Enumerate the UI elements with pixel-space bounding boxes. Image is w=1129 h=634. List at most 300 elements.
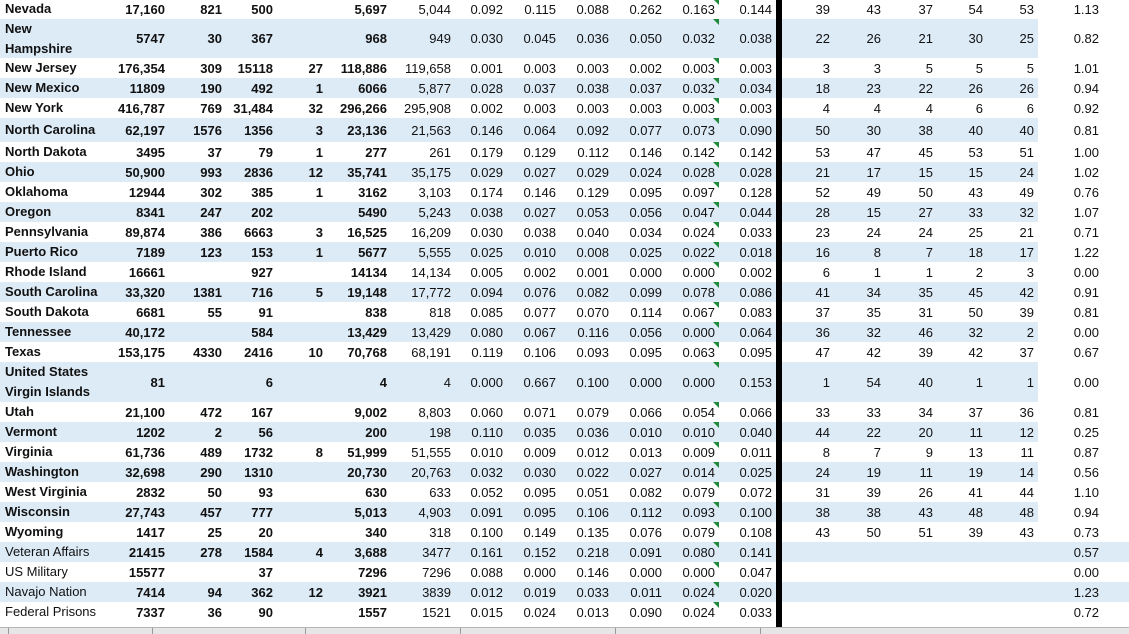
deaths-cell[interactable]: 25 [207, 524, 222, 540]
rank-cell[interactable] [834, 582, 885, 602]
rank-cell[interactable]: 6 [1026, 100, 1034, 116]
rate-cell[interactable]: 0.082 [629, 484, 662, 500]
rank-cell[interactable]: 21 [815, 164, 830, 180]
rank-cell[interactable]: 34 [918, 404, 933, 420]
rate-cell[interactable]: 0.080 [470, 324, 503, 340]
rate-cell[interactable]: 0.106 [576, 504, 609, 520]
rate-cell[interactable]: 0.052 [470, 484, 503, 500]
rate-cell[interactable]: 0.146 [523, 184, 556, 200]
rate-cell[interactable]: 0.095 [523, 504, 556, 520]
rank-cell[interactable]: 48 [1019, 504, 1034, 520]
rate-cell[interactable]: 0.112 [630, 504, 662, 520]
rate-cell[interactable]: 0.149 [523, 524, 556, 540]
value-cell-2[interactable]: 21,563 [411, 122, 451, 138]
average-rate-cell[interactable]: 0.142 [739, 144, 772, 160]
rank-cell[interactable]: 53 [1019, 1, 1034, 17]
rate-cell[interactable]: 0.024 [523, 604, 556, 620]
rate-cell[interactable]: 0.000 [523, 564, 556, 580]
value-cell[interactable]: 118,886 [340, 60, 387, 76]
rank-cell[interactable]: 52 [815, 184, 830, 200]
rank-cell[interactable] [987, 582, 1038, 602]
state-name-cell[interactable]: Ohio [5, 164, 35, 179]
average-rate-cell[interactable]: 0.044 [739, 204, 772, 220]
rank-cell[interactable] [885, 582, 937, 602]
total-cases-cell[interactable]: 61,736 [125, 444, 165, 460]
rank-cell[interactable]: 4 [925, 100, 933, 116]
rate-cell[interactable]: 0.146 [470, 122, 503, 138]
count-cell[interactable]: 2416 [244, 344, 273, 360]
rank-cell[interactable]: 37 [815, 304, 830, 320]
extra-count-cell[interactable]: 4 [315, 544, 323, 560]
rate-cell[interactable]: 0.088 [576, 1, 609, 17]
deaths-cell[interactable] [169, 562, 226, 582]
count-cell[interactable]: 1310 [244, 464, 273, 480]
rate-cell[interactable]: 0.095 [629, 344, 662, 360]
extra-count-cell[interactable]: 3 [315, 122, 323, 138]
deaths-cell[interactable]: 4330 [193, 344, 222, 360]
value-cell[interactable]: 5,697 [354, 1, 387, 17]
rank-cell[interactable]: 3 [873, 60, 881, 76]
rate-cell[interactable]: 0.091 [629, 544, 662, 560]
state-name-cell[interactable]: North Dakota [5, 144, 87, 159]
rate-cell[interactable]: 0.116 [577, 324, 609, 340]
rate-cell[interactable]: 0.010 [470, 444, 503, 460]
deaths-cell[interactable] [169, 322, 226, 342]
average-rate-cell[interactable]: 0.025 [739, 464, 772, 480]
rank-cell[interactable]: 50 [815, 122, 830, 138]
ratio-cell[interactable]: 1.22 [1073, 244, 1099, 260]
count-cell[interactable]: 2836 [244, 164, 273, 180]
rank-cell[interactable]: 54 [968, 1, 983, 17]
ratio-cell[interactable]: 0.94 [1073, 504, 1099, 520]
rate-cell[interactable]: 0.079 [682, 524, 715, 540]
rate-cell[interactable]: 0.079 [576, 404, 609, 420]
rate-cell[interactable]: 0.218 [576, 544, 609, 560]
total-cases-cell[interactable]: 6681 [136, 304, 165, 320]
rank-cell[interactable]: 40 [1019, 122, 1034, 138]
value-cell[interactable]: 6066 [358, 80, 387, 96]
value-cell-2[interactable]: 7296 [422, 564, 451, 580]
total-cases-cell[interactable]: 11809 [129, 80, 165, 96]
value-cell[interactable]: 5490 [358, 204, 387, 220]
sheet-tab[interactable]: ... [760, 628, 907, 634]
rate-cell[interactable]: 0.029 [576, 164, 609, 180]
value-cell[interactable]: 19,148 [347, 284, 387, 300]
state-name-cell[interactable]: Washington [5, 464, 79, 479]
average-rate-cell[interactable]: 0.090 [739, 122, 772, 138]
deaths-cell[interactable]: 457 [200, 504, 222, 520]
rate-cell[interactable]: 0.001 [470, 60, 503, 76]
rank-cell[interactable]: 36 [1019, 404, 1034, 420]
count-cell[interactable]: 90 [258, 604, 273, 620]
ratio-cell[interactable]: 0.82 [1073, 31, 1099, 46]
rank-cell[interactable]: 50 [866, 524, 881, 540]
rank-cell[interactable]: 40 [918, 374, 933, 390]
rank-cell[interactable]: 1 [1026, 374, 1034, 390]
rank-cell[interactable]: 24 [918, 224, 933, 240]
ratio-cell[interactable]: 0.57 [1073, 544, 1099, 560]
rate-cell[interactable]: 0.022 [682, 244, 715, 260]
value-cell[interactable]: 9,002 [354, 404, 387, 420]
rate-cell[interactable]: 0.000 [682, 324, 715, 340]
rate-cell[interactable]: 0.033 [576, 584, 609, 600]
rank-cell[interactable]: 51 [1019, 144, 1034, 160]
rate-cell[interactable]: 0.146 [629, 144, 662, 160]
rank-cell[interactable]: 38 [918, 122, 933, 138]
rank-cell[interactable]: 35 [918, 284, 933, 300]
rank-cell[interactable]: 43 [815, 524, 830, 540]
count-cell[interactable]: 153 [251, 244, 273, 260]
total-cases-cell[interactable]: 176,354 [118, 60, 165, 76]
extra-count-cell[interactable] [277, 202, 327, 222]
rank-cell[interactable]: 19 [968, 464, 983, 480]
state-name-cell[interactable]: South Carolina [5, 284, 98, 299]
total-cases-cell[interactable]: 16661 [128, 264, 165, 280]
extra-count-cell[interactable]: 12 [308, 584, 323, 600]
average-rate-cell[interactable]: 0.034 [739, 80, 772, 96]
rank-cell[interactable] [937, 562, 987, 582]
count-cell[interactable]: 492 [251, 80, 273, 96]
rank-cell[interactable]: 25 [968, 224, 983, 240]
total-cases-cell[interactable]: 15577 [128, 564, 165, 580]
rate-cell[interactable]: 0.028 [682, 164, 715, 180]
rank-cell[interactable]: 30 [866, 122, 881, 138]
rank-cell[interactable]: 47 [866, 144, 881, 160]
value-cell[interactable]: 16,525 [347, 224, 387, 240]
rate-cell[interactable]: 0.003 [576, 60, 609, 76]
total-cases-cell[interactable]: 7337 [136, 604, 165, 620]
count-cell[interactable]: 31,484 [233, 100, 273, 116]
value-cell-2[interactable]: 818 [429, 304, 451, 320]
rank-cell[interactable]: 42 [968, 344, 983, 360]
rate-cell[interactable]: 0.094 [470, 284, 503, 300]
rate-cell[interactable]: 0.064 [523, 122, 556, 138]
rate-cell[interactable]: 0.009 [523, 444, 556, 460]
count-cell[interactable]: 385 [251, 184, 273, 200]
total-cases-cell[interactable]: 7414 [136, 584, 165, 600]
ratio-cell[interactable]: 1.02 [1073, 164, 1099, 180]
rate-cell[interactable]: 0.010 [629, 424, 662, 440]
total-cases-cell[interactable]: 416,787 [118, 100, 165, 116]
rate-cell[interactable]: 0.014 [682, 464, 715, 480]
rank-cell[interactable]: 53 [968, 144, 983, 160]
state-name-cell[interactable]: Wyoming [5, 524, 64, 539]
total-cases-cell[interactable]: 89,874 [125, 224, 165, 240]
rate-cell[interactable]: 0.038 [523, 224, 556, 240]
extra-count-cell[interactable] [277, 522, 327, 542]
rate-cell[interactable]: 0.027 [629, 464, 662, 480]
rate-cell[interactable]: 0.092 [470, 1, 503, 17]
value-cell[interactable]: 51,999 [347, 444, 387, 460]
rank-cell[interactable]: 9 [925, 444, 933, 460]
count-cell[interactable]: 362 [251, 584, 273, 600]
count-cell[interactable]: 1732 [244, 444, 273, 460]
deaths-cell[interactable]: 309 [200, 60, 222, 76]
rank-cell[interactable]: 31 [918, 304, 933, 320]
rank-cell[interactable]: 26 [1019, 80, 1034, 96]
value-cell-2[interactable]: 35,175 [411, 164, 451, 180]
value-cell-2[interactable]: 5,555 [418, 244, 451, 260]
rate-cell[interactable]: 0.079 [682, 484, 715, 500]
rate-cell[interactable]: 0.003 [682, 100, 715, 116]
rate-cell[interactable]: 0.035 [523, 424, 556, 440]
extra-count-cell[interactable] [277, 302, 327, 322]
rate-cell[interactable]: 0.022 [576, 464, 609, 480]
deaths-cell[interactable]: 1576 [193, 122, 222, 138]
rank-cell[interactable]: 33 [815, 404, 830, 420]
total-cases-cell[interactable]: 81 [150, 374, 165, 390]
rank-cell[interactable]: 36 [815, 324, 830, 340]
total-cases-cell[interactable]: 40,172 [125, 324, 165, 340]
rate-cell[interactable]: 0.036 [576, 31, 609, 46]
ratio-cell[interactable]: 0.76 [1073, 184, 1099, 200]
sheet-tab[interactable]: ... [305, 628, 452, 634]
rank-cell[interactable]: 53 [815, 144, 830, 160]
rank-cell[interactable]: 24 [815, 464, 830, 480]
rate-cell[interactable]: 0.005 [470, 264, 503, 280]
rank-cell[interactable] [834, 542, 885, 562]
ratio-cell[interactable]: 0.56 [1073, 464, 1099, 480]
ratio-cell[interactable]: 0.71 [1073, 224, 1099, 240]
count-cell[interactable]: 91 [258, 304, 273, 320]
rate-cell[interactable]: 0.000 [682, 264, 715, 280]
rate-cell[interactable]: 0.002 [523, 264, 556, 280]
rank-cell[interactable]: 49 [866, 184, 881, 200]
rank-cell[interactable]: 43 [1019, 524, 1034, 540]
rank-cell[interactable]: 41 [815, 284, 830, 300]
rate-cell[interactable]: 0.010 [682, 424, 715, 440]
average-rate-cell[interactable]: 0.153 [739, 374, 772, 390]
extra-count-cell[interactable]: 3 [315, 224, 323, 240]
count-cell[interactable]: 20 [258, 524, 273, 540]
rank-cell[interactable]: 7 [925, 244, 933, 260]
average-rate-cell[interactable]: 0.128 [739, 184, 772, 200]
rate-cell[interactable]: 0.077 [629, 122, 662, 138]
rate-cell[interactable]: 0.027 [523, 204, 556, 220]
rank-cell[interactable]: 42 [1019, 284, 1034, 300]
average-rate-cell[interactable]: 0.086 [739, 284, 772, 300]
deaths-cell[interactable]: 36 [207, 604, 222, 620]
value-cell[interactable]: 20,730 [347, 464, 387, 480]
ratio-cell[interactable]: 0.72 [1073, 604, 1099, 620]
rate-cell[interactable]: 0.037 [523, 80, 556, 96]
value-cell[interactable]: 1557 [358, 604, 387, 620]
rank-cell[interactable]: 7 [873, 444, 881, 460]
rank-cell[interactable]: 43 [866, 1, 881, 17]
extra-count-cell[interactable]: 10 [308, 344, 323, 360]
ratio-cell[interactable]: 0.00 [1073, 564, 1099, 580]
extra-count-cell[interactable] [277, 402, 327, 422]
count-cell[interactable]: 716 [251, 284, 273, 300]
rank-cell[interactable]: 39 [1019, 304, 1034, 320]
rate-cell[interactable]: 0.025 [470, 244, 503, 260]
rate-cell[interactable]: 0.030 [470, 224, 503, 240]
rate-cell[interactable]: 0.002 [470, 100, 503, 116]
deaths-cell[interactable]: 1381 [193, 284, 222, 300]
rate-cell[interactable]: 0.078 [682, 284, 715, 300]
rank-cell[interactable] [937, 542, 987, 562]
rank-cell[interactable]: 5 [1026, 60, 1034, 76]
extra-count-cell[interactable]: 1 [315, 184, 323, 200]
value-cell[interactable]: 23,136 [347, 122, 387, 138]
rate-cell[interactable]: 0.028 [470, 80, 503, 96]
rank-cell[interactable]: 17 [866, 164, 881, 180]
state-name-cell[interactable]: Virginia [5, 444, 53, 459]
rank-cell[interactable]: 28 [815, 204, 830, 220]
rank-cell[interactable]: 39 [968, 524, 983, 540]
total-cases-cell[interactable]: 7189 [136, 244, 165, 260]
deaths-cell[interactable]: 489 [200, 444, 222, 460]
rank-cell[interactable]: 50 [968, 304, 983, 320]
rate-cell[interactable]: 0.152 [523, 544, 556, 560]
state-name-cell[interactable]: Tennessee [5, 324, 72, 339]
value-cell-2[interactable]: 3,103 [418, 184, 451, 200]
extra-count-cell[interactable]: 12 [308, 164, 323, 180]
state-name-cell[interactable]: Oklahoma [5, 184, 68, 199]
average-rate-cell[interactable]: 0.141 [739, 544, 772, 560]
rate-cell[interactable]: 0.032 [682, 80, 715, 96]
rank-cell[interactable]: 1 [925, 264, 933, 280]
rate-cell[interactable]: 0.073 [682, 122, 715, 138]
rank-cell[interactable]: 26 [918, 484, 933, 500]
value-cell[interactable]: 4 [379, 374, 387, 390]
deaths-cell[interactable]: 37 [207, 144, 222, 160]
rank-cell[interactable]: 25 [1019, 31, 1034, 46]
deaths-cell[interactable]: 302 [200, 184, 222, 200]
rate-cell[interactable]: 0.038 [470, 204, 503, 220]
rate-cell[interactable]: 0.076 [629, 524, 662, 540]
value-cell[interactable]: 630 [365, 484, 387, 500]
average-rate-cell[interactable]: 0.018 [739, 244, 772, 260]
value-cell[interactable]: 838 [365, 304, 387, 320]
rate-cell[interactable]: 0.056 [629, 204, 662, 220]
rate-cell[interactable]: 0.000 [629, 264, 662, 280]
rank-cell[interactable]: 24 [1019, 164, 1034, 180]
value-cell-2[interactable]: 633 [429, 484, 451, 500]
rate-cell[interactable]: 0.179 [470, 144, 503, 160]
state-name-cell[interactable]: US Military [5, 564, 68, 579]
rank-cell[interactable]: 12 [1019, 424, 1034, 440]
rank-cell[interactable]: 51 [918, 524, 933, 540]
rank-cell[interactable]: 54 [866, 374, 881, 390]
rank-cell[interactable]: 46 [918, 324, 933, 340]
rate-cell[interactable]: 0.093 [576, 344, 609, 360]
extra-count-cell[interactable]: 8 [315, 444, 323, 460]
rate-cell[interactable]: 0.085 [470, 304, 503, 320]
rate-cell[interactable]: 0.146 [576, 564, 609, 580]
rate-cell[interactable]: 0.003 [576, 100, 609, 116]
rate-cell[interactable]: 0.024 [682, 604, 715, 620]
ratio-cell[interactable]: 1.07 [1073, 204, 1099, 220]
value-cell-2[interactable]: 198 [429, 424, 451, 440]
rank-cell[interactable]: 23 [866, 80, 881, 96]
extra-count-cell[interactable]: 5 [315, 284, 323, 300]
rank-cell[interactable]: 38 [815, 504, 830, 520]
extra-count-cell[interactable] [277, 0, 327, 19]
rank-cell[interactable]: 47 [815, 344, 830, 360]
extra-count-cell[interactable] [277, 262, 327, 282]
rate-cell[interactable]: 0.129 [576, 184, 609, 200]
rank-cell[interactable]: 21 [1019, 224, 1034, 240]
total-cases-cell[interactable]: 32,698 [125, 464, 165, 480]
value-cell-2[interactable]: 20,763 [411, 464, 451, 480]
rate-cell[interactable]: 0.011 [630, 584, 662, 600]
extra-count-cell[interactable] [277, 502, 327, 522]
rank-cell[interactable]: 11 [919, 464, 933, 480]
value-cell-2[interactable]: 14,134 [411, 264, 451, 280]
value-cell-2[interactable]: 4 [443, 374, 451, 390]
ratio-cell[interactable]: 1.13 [1073, 1, 1099, 17]
average-rate-cell[interactable]: 0.064 [739, 324, 772, 340]
total-cases-cell[interactable]: 2832 [136, 484, 165, 500]
rate-cell[interactable]: 0.003 [523, 60, 556, 76]
value-cell[interactable]: 70,768 [347, 344, 387, 360]
rate-cell[interactable]: 0.066 [629, 404, 662, 420]
state-name-cell[interactable]: West Virginia [5, 484, 87, 499]
rank-cell[interactable]: 19 [866, 464, 881, 480]
ratio-cell[interactable]: 1.10 [1073, 484, 1099, 500]
rank-cell[interactable]: 14 [1019, 464, 1034, 480]
value-cell-2[interactable]: 949 [429, 31, 451, 46]
rank-cell[interactable]: 44 [1019, 484, 1034, 500]
rank-cell[interactable]: 34 [866, 284, 881, 300]
rank-cell[interactable]: 31 [815, 484, 830, 500]
rate-cell[interactable]: 0.032 [682, 31, 715, 46]
rank-cell[interactable]: 5 [925, 60, 933, 76]
value-cell-2[interactable]: 68,191 [411, 344, 451, 360]
extra-count-cell[interactable]: 1 [315, 244, 323, 260]
count-cell[interactable]: 167 [251, 404, 273, 420]
rate-cell[interactable]: 0.024 [629, 164, 662, 180]
extra-count-cell[interactable] [277, 19, 327, 58]
count-cell[interactable]: 15118 [237, 60, 273, 76]
rate-cell[interactable]: 0.036 [576, 424, 609, 440]
value-cell-2[interactable]: 16,209 [411, 224, 451, 240]
rate-cell[interactable]: 0.142 [682, 144, 715, 160]
value-cell[interactable]: 35,741 [347, 164, 387, 180]
state-name-cell[interactable]: Navajo Nation [5, 584, 87, 599]
rate-cell[interactable]: 0.025 [629, 244, 662, 260]
count-cell[interactable]: 500 [251, 1, 273, 17]
rank-cell[interactable]: 24 [866, 224, 881, 240]
extra-count-cell[interactable] [277, 602, 327, 622]
value-cell-2[interactable]: 5,044 [418, 1, 451, 17]
value-cell-2[interactable]: 4,903 [418, 504, 451, 520]
average-rate-cell[interactable]: 0.038 [739, 31, 772, 46]
rate-cell[interactable]: 0.001 [576, 264, 609, 280]
rate-cell[interactable]: 0.174 [470, 184, 503, 200]
average-rate-cell[interactable]: 0.011 [740, 444, 772, 460]
rank-cell[interactable]: 30 [968, 31, 983, 46]
rate-cell[interactable]: 0.667 [523, 374, 556, 390]
rate-cell[interactable]: 0.110 [471, 424, 503, 440]
state-name-cell[interactable]: New Jersey [5, 60, 77, 75]
rank-cell[interactable]: 15 [968, 164, 983, 180]
count-cell[interactable]: 56 [258, 424, 273, 440]
rank-cell[interactable]: 22 [918, 80, 933, 96]
total-cases-cell[interactable]: 17,160 [125, 1, 165, 17]
total-cases-cell[interactable]: 62,197 [125, 122, 165, 138]
count-cell[interactable]: 93 [258, 484, 273, 500]
rate-cell[interactable]: 0.047 [682, 204, 715, 220]
rank-cell[interactable]: 26 [866, 31, 881, 46]
rank-cell[interactable]: 33 [866, 404, 881, 420]
value-cell[interactable]: 277 [365, 144, 387, 160]
rate-cell[interactable]: 0.076 [523, 284, 556, 300]
value-cell[interactable]: 14134 [350, 264, 387, 280]
total-cases-cell[interactable]: 3495 [136, 144, 165, 160]
ratio-cell[interactable]: 0.81 [1073, 122, 1099, 138]
